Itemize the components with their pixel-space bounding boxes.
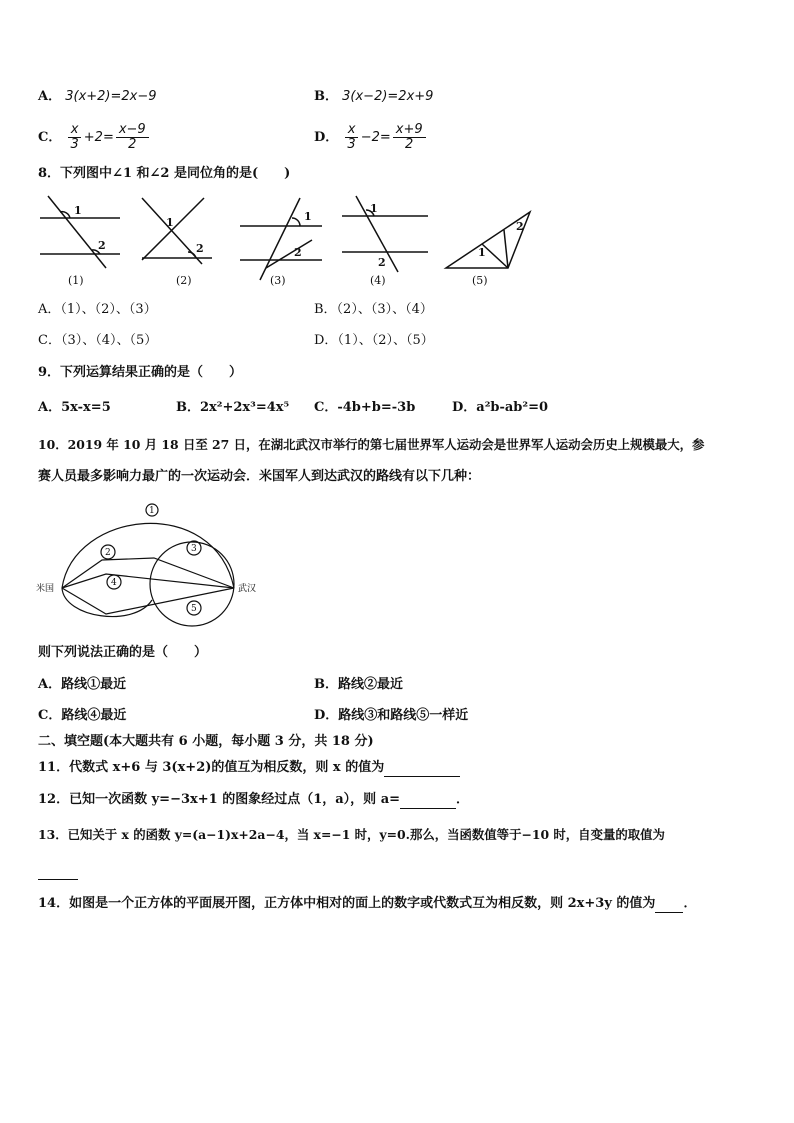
fig3-angle-mark-1 bbox=[292, 218, 300, 226]
denominator: 3 bbox=[70, 137, 79, 152]
fig-label-2: (2) bbox=[176, 274, 192, 287]
route-num-2: 2 bbox=[105, 548, 111, 558]
option-label: C． bbox=[38, 130, 62, 145]
q9-option-c: C．-4b+b=-3b bbox=[314, 400, 416, 415]
route-num-5: 5 bbox=[191, 604, 197, 614]
fig2-angle-1-label: 1 bbox=[166, 216, 174, 229]
option-label: A． bbox=[38, 89, 62, 104]
numerator: x bbox=[345, 123, 359, 138]
q8-option-b: B．（2）、（3）、（4） bbox=[314, 302, 433, 317]
q9-option-d: D．a²b-ab²=0 bbox=[452, 400, 549, 415]
fraction bbox=[68, 123, 82, 152]
answer-blank bbox=[655, 898, 683, 913]
fig5-inner-1 bbox=[482, 244, 508, 268]
q8-option-c: C．（3）、（4）、（5） bbox=[38, 333, 158, 348]
answer-blank bbox=[400, 794, 456, 809]
operator: +2= bbox=[83, 130, 114, 145]
q10-option-d: D．路线③和路线⑤一样近 bbox=[314, 708, 469, 723]
q7-option-a bbox=[38, 88, 157, 106]
fraction bbox=[393, 123, 426, 152]
q7-option-b bbox=[314, 88, 433, 106]
q14-end: ． bbox=[683, 896, 697, 911]
fig-label-3: (3) bbox=[270, 274, 286, 287]
numerator: x−9 bbox=[116, 123, 149, 138]
option-label: D． bbox=[314, 130, 339, 145]
q10-stem-line-2: 赛人员最多影响力最广的一次运动会．米国军人到达武汉的路线有以下几种： bbox=[38, 469, 481, 484]
fig4-angle-1-label: 1 bbox=[370, 202, 378, 215]
option-label: B． bbox=[314, 89, 338, 104]
denominator: 3 bbox=[347, 137, 356, 152]
fig5-angle-1-label: 1 bbox=[478, 246, 486, 259]
q13-text-a: 13．已知关于 x 的函数 y=(a−1)x+2a−4，当 x=−1 时， bbox=[38, 827, 380, 842]
numerator: x bbox=[68, 123, 82, 138]
q12-text: 12．已知一次函数 y=−3x+1 的图象经过点（1，a），则 a= bbox=[38, 792, 401, 807]
q10-question: 则下列说法正确的是（ ） bbox=[38, 645, 208, 660]
q9-option-a: A．5x-x=5 bbox=[38, 400, 111, 415]
q13-text-b: y=0.那么，当函数值等于−10 时，自变量的取值为 bbox=[379, 827, 665, 842]
route-num-4: 4 bbox=[111, 578, 117, 588]
q14 bbox=[38, 895, 696, 913]
label-end: 武汉 bbox=[238, 584, 257, 594]
fraction bbox=[116, 123, 149, 152]
fraction bbox=[344, 123, 358, 152]
equation: 3(x−2)=2x+9 bbox=[342, 89, 434, 104]
q9-option-b: B．2x²+2x³=4x⁵ bbox=[176, 400, 290, 415]
fig3-angle-1-label: 1 bbox=[304, 210, 312, 223]
fig1-angle-2-label: 2 bbox=[98, 239, 106, 252]
denominator: 2 bbox=[405, 137, 414, 152]
fig-label-5: (5) bbox=[472, 274, 488, 287]
route-num-1: 1 bbox=[149, 506, 155, 516]
q7-option-c bbox=[38, 122, 151, 154]
denominator: 2 bbox=[128, 137, 137, 152]
equation: 3(x+2)=2x−9 bbox=[65, 89, 157, 104]
answer-blank bbox=[384, 762, 460, 777]
fig3-angle-2-label: 2 bbox=[294, 246, 302, 259]
answer-blank bbox=[38, 865, 78, 880]
fig5-angle-2-label: 2 bbox=[516, 220, 524, 233]
q8-figures bbox=[34, 192, 554, 292]
q8-option-d: D．（1）、（2）、（5） bbox=[314, 333, 434, 348]
section-2-heading: 二、填空题(本大题共有 6 小题，每小题 3 分，共 18 分) bbox=[38, 734, 374, 749]
route-5-line bbox=[62, 588, 234, 614]
label-start: 米国 bbox=[36, 584, 55, 594]
q12 bbox=[38, 791, 469, 809]
q13 bbox=[38, 826, 665, 844]
q10-stem-line-1: 10．2019 年 10 月 18 日至 27 日，在湖北武汉市举行的第七届世界军人运动会是世界军人运动会历史上规模最大，参 bbox=[38, 437, 705, 452]
q8-option-a: A．（1）、（2）、（3） bbox=[38, 302, 157, 317]
route-2-line bbox=[62, 558, 234, 588]
route-left-arc bbox=[62, 588, 152, 617]
route-4-line bbox=[62, 574, 234, 588]
q7-option-d bbox=[314, 122, 428, 154]
q10-option-a: A．路线①最近 bbox=[38, 677, 127, 692]
q11-text: 11．代数式 x+6 与 3(x+2)的值互为相反数，则 x 的值为 bbox=[38, 760, 385, 775]
route-num-3: 3 bbox=[191, 544, 197, 554]
fig2-angle-2-label: 2 bbox=[196, 242, 204, 255]
numerator: x+9 bbox=[393, 123, 426, 138]
q11 bbox=[38, 759, 460, 777]
q12-end: ． bbox=[456, 792, 470, 807]
q10-option-c: C．路线④最近 bbox=[38, 708, 127, 723]
operator: −2= bbox=[360, 130, 391, 145]
fig1-angle-1-label: 1 bbox=[74, 204, 82, 217]
fig-label-1: (1) bbox=[68, 274, 84, 287]
q9-stem: 9．下列运算结果正确的是（ ） bbox=[38, 365, 243, 380]
q14-text: 14．如图是一个正方体的平面展开图，正方体中相对的面上的数字或代数式互为相反数，则 2x+3y 的值为 bbox=[38, 896, 656, 911]
fig5-inner-2 bbox=[504, 230, 508, 268]
q13-answer-line bbox=[38, 862, 78, 880]
q10-route-diagram bbox=[34, 500, 274, 640]
fig4-angle-2-label: 2 bbox=[378, 256, 386, 269]
q8-stem: 8．下列图中∠1 和∠2 是同位角的是( ) bbox=[38, 166, 291, 181]
q10-option-b: B．路线②最近 bbox=[314, 677, 403, 692]
fig-label-4: (4) bbox=[370, 274, 386, 287]
